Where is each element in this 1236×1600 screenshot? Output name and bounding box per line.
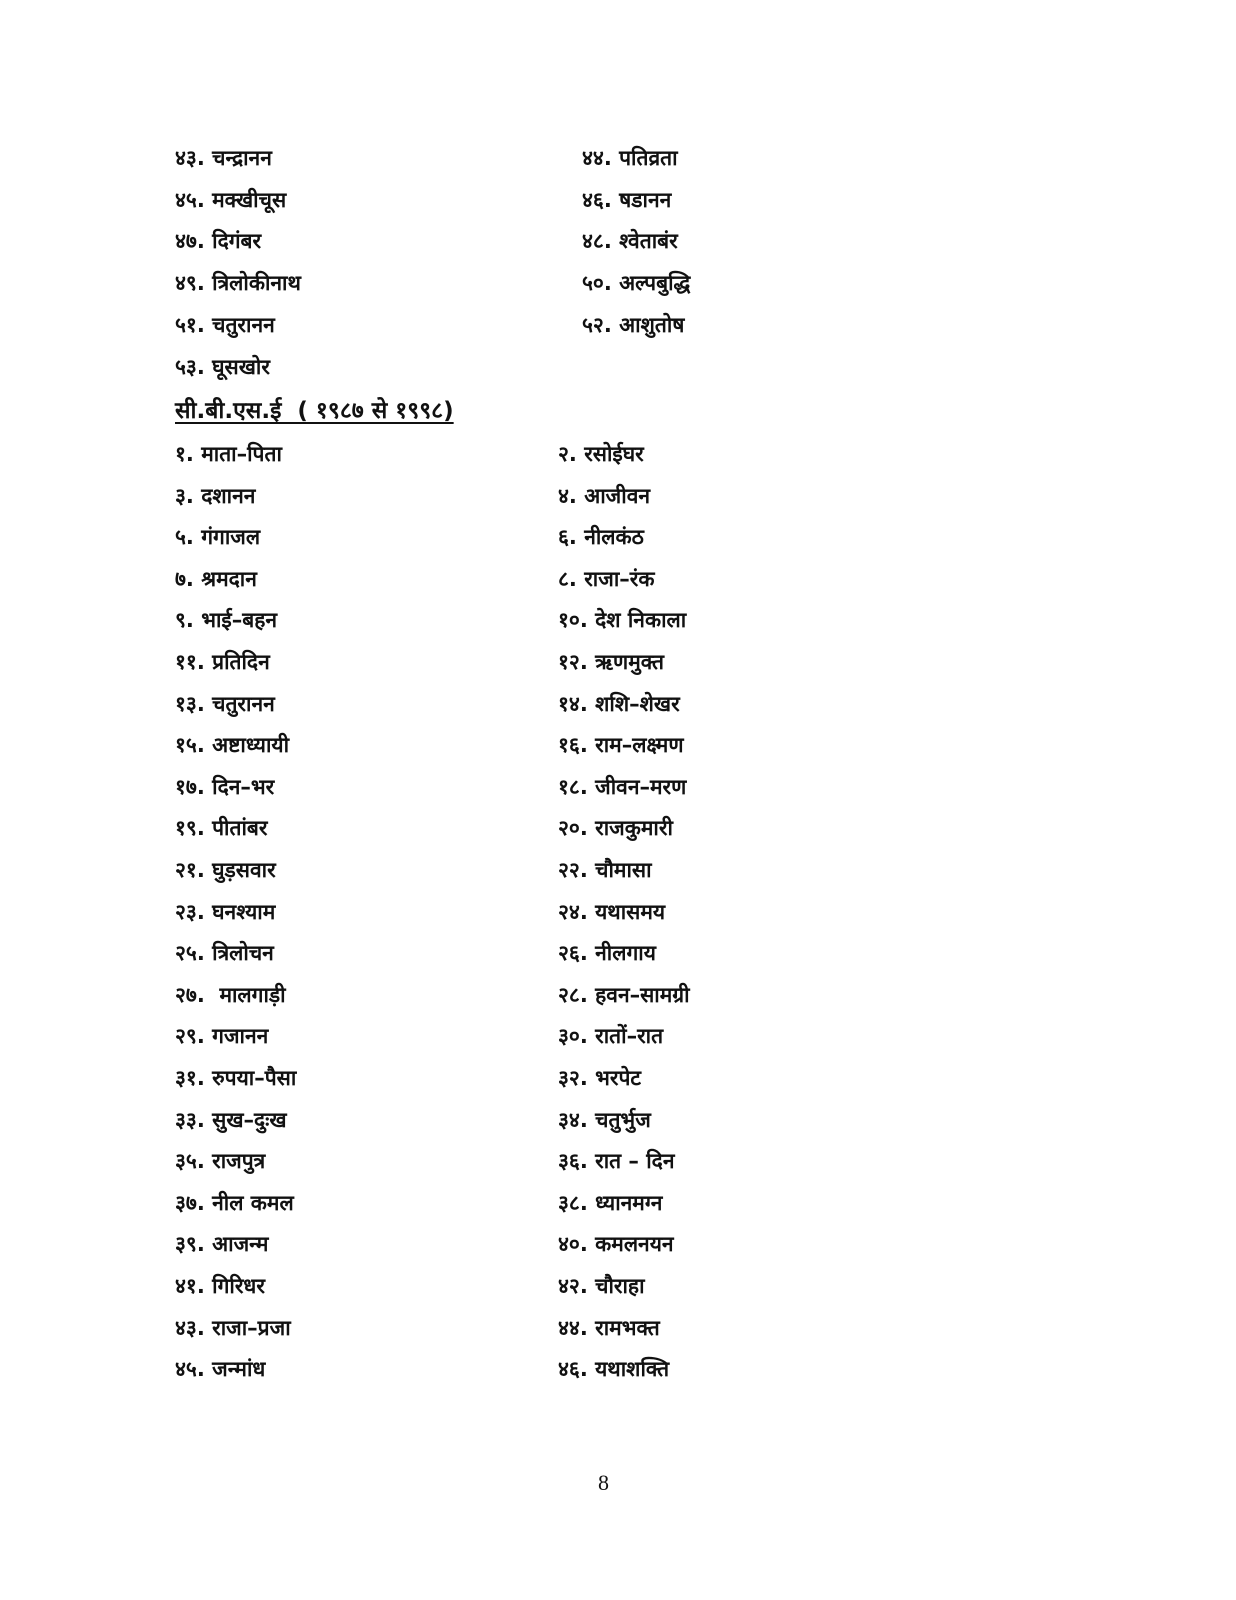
list-item: १५. अष्टाध्यायी	[175, 733, 290, 758]
list-item: ५०. अल्पबुद्धि	[582, 271, 691, 296]
list-item: ४०. कमलनयन	[558, 1232, 674, 1257]
list-item: ५. गंगाजल	[175, 525, 261, 550]
list-item: १७. दिन–भर	[175, 774, 275, 799]
list-item: ३०. रातों–रात	[558, 1024, 664, 1049]
list-item: ५२. आशुतोष	[582, 312, 685, 337]
list-item: ३५. राजपुत्र	[175, 1149, 266, 1174]
list-item: ४५. मक्खीचूस	[175, 187, 287, 212]
list-item: ४७. दिगंबर	[175, 229, 262, 254]
list-item: ४६. षडानन	[582, 187, 672, 212]
list-item: ३६. रात – दिन	[558, 1149, 675, 1174]
list-item: ३२. भरपेट	[558, 1066, 641, 1090]
list-item: २. रसोईघर	[558, 442, 644, 466]
list-item: ८. राजा–रंक	[558, 566, 655, 591]
list-item: ४९. त्रिलोकीनाथ	[175, 271, 301, 296]
list-item: १६. राम–लक्ष्मण	[558, 733, 684, 758]
section-heading: सी.बी.एस.ई ( १९८७ से १९९८)	[175, 398, 454, 424]
list-item: २५. त्रिलोचन	[175, 941, 274, 966]
list-item: १०. देश निकाला	[558, 608, 687, 633]
list-item: ३८. ध्यानमग्न	[558, 1190, 663, 1215]
list-item: ३१. रुपया–पैसा	[175, 1066, 297, 1090]
list-item: ४४. पतिव्रता	[582, 146, 678, 170]
list-item: ३७. नील कमल	[175, 1190, 294, 1215]
list-item: ४३. चन्द्रानन	[175, 146, 272, 170]
list-item: २२. चौमासा	[558, 858, 652, 882]
list-item: ४३. राजा–प्रजा	[175, 1315, 291, 1340]
list-item: ३४. चतुर्भुज	[558, 1107, 651, 1132]
list-item: ७. श्रमदान	[175, 566, 257, 591]
page-number: 8	[598, 1470, 609, 1495]
list-item: ३. दशानन	[175, 483, 256, 508]
list-item: २७. मालगाड़ी	[175, 982, 286, 1007]
list-item: २३. घनश्याम	[175, 899, 276, 924]
list-item: ११. प्रतिदिन	[175, 650, 270, 674]
list-item: ५३. घूसखोर	[175, 354, 270, 379]
list-item: ४५. जन्मांध	[175, 1357, 266, 1382]
list-item: ४. आजीवन	[558, 483, 651, 508]
list-item: २६. नीलगाय	[558, 941, 656, 966]
list-item: २८. हवन–सामग्री	[558, 982, 690, 1007]
list-item: १८. जीवन–मरण	[558, 774, 687, 799]
list-item: ४८. श्वेताबंर	[582, 229, 678, 254]
list-item: ६. नीलकंठ	[558, 525, 644, 550]
list-item: २१. घुड़सवार	[175, 858, 276, 882]
list-item: ३३. सुख–दुःख	[175, 1107, 287, 1132]
list-item: २४. यथासमय	[558, 899, 666, 924]
list-item: ४६. यथाशक्ति	[558, 1357, 670, 1382]
list-item: १२. ऋणमुक्त	[558, 650, 665, 674]
list-item: ४१. गिरिधर	[175, 1274, 265, 1298]
list-item: १३. चतुरानन	[175, 691, 275, 716]
list-item: २९. गजानन	[175, 1024, 269, 1049]
list-item: ४२. चौराहा	[558, 1274, 645, 1298]
list-item: ९. भाई–बहन	[175, 608, 278, 633]
list-item: १४. शशि–शेखर	[558, 691, 680, 716]
list-item: ३९. आजन्म	[175, 1232, 269, 1257]
list-item: २०. राजकुमारी	[558, 816, 673, 841]
list-item: १. माता–पिता	[175, 442, 282, 466]
list-item: ५१. चतुरानन	[175, 312, 275, 337]
list-item: ४४. रामभक्त	[558, 1315, 660, 1340]
list-item: १९. पीतांबर	[175, 816, 268, 841]
